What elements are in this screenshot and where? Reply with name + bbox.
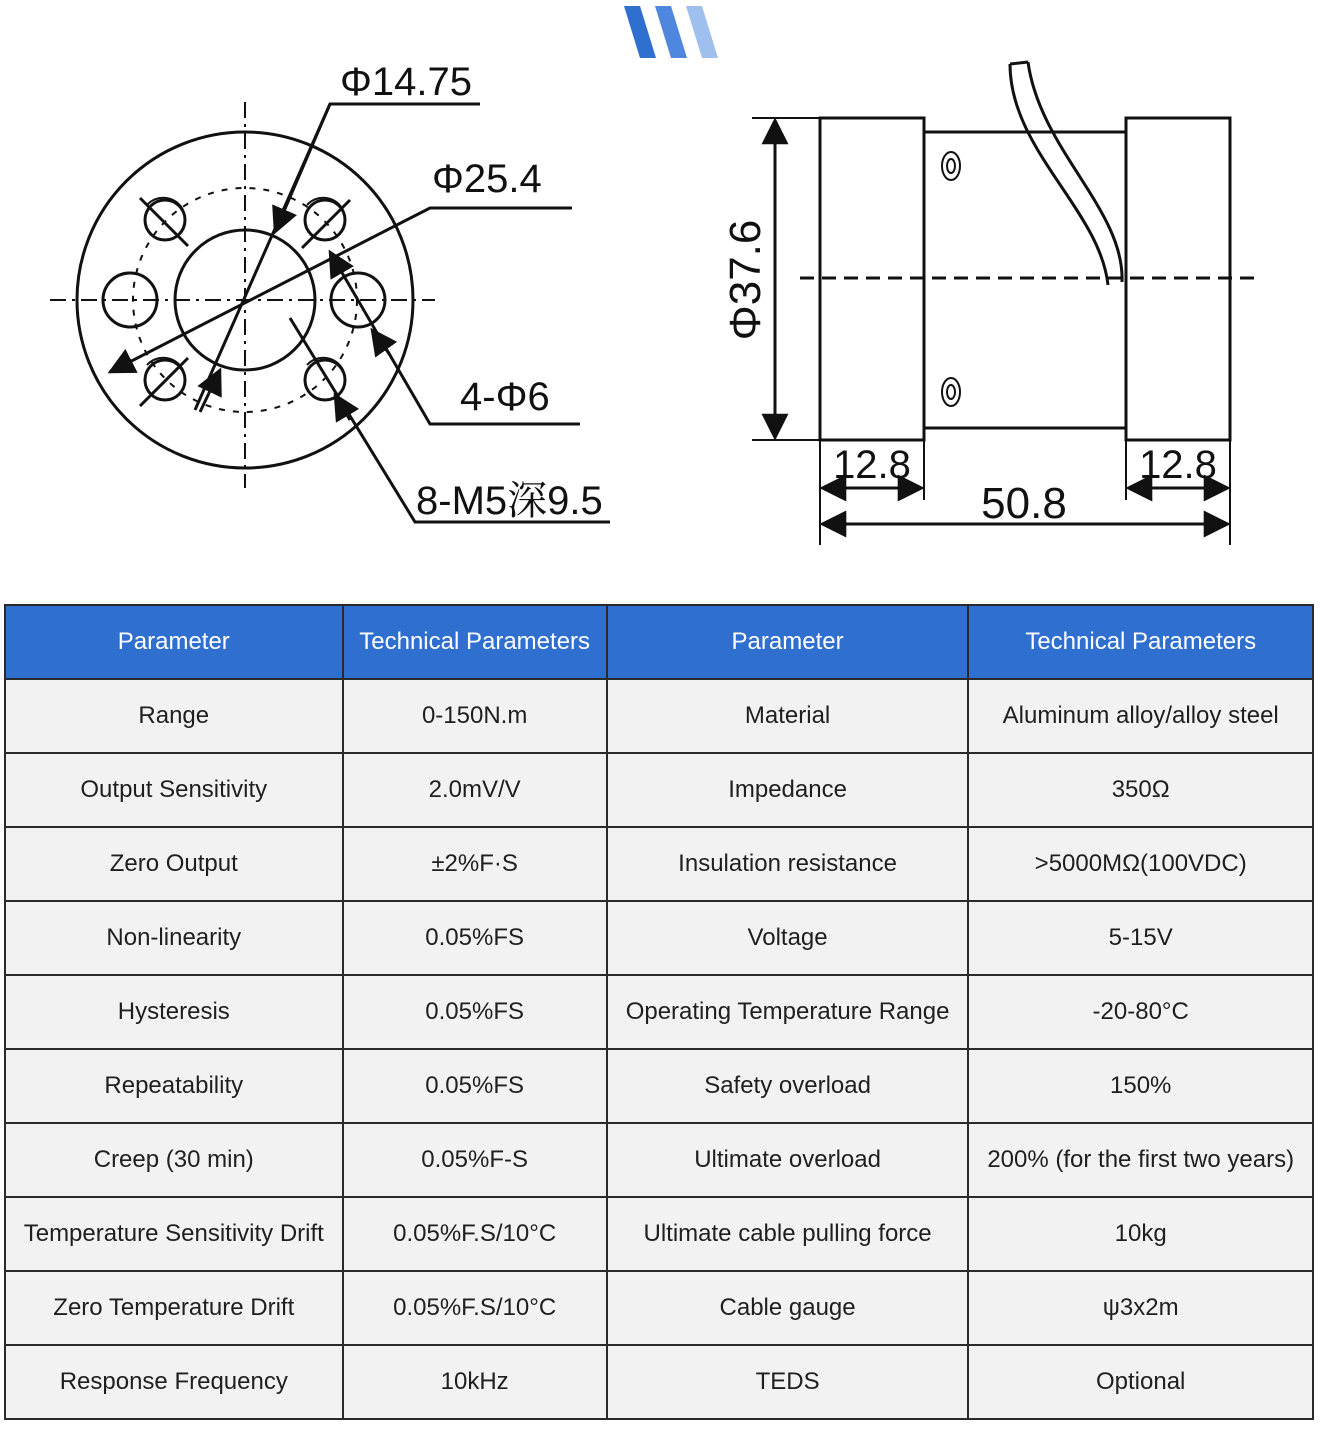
table-row — [5, 1197, 1313, 1271]
table-row — [5, 827, 1313, 901]
table-row — [5, 679, 1313, 753]
param-value: 0.05%FS — [343, 975, 607, 1049]
brand-logo — [624, 6, 718, 58]
table-header-row — [5, 605, 1313, 679]
param-value: ±2%F·S — [343, 827, 607, 901]
outer-diameter-label: Φ37.6 — [721, 219, 770, 341]
param-value: -20-80°C — [968, 975, 1313, 1049]
param-value: 2.0mV/V — [343, 753, 607, 827]
param-value: 0.05%F.S/10°C — [343, 1271, 607, 1345]
right-flange-width-label: 12.8 — [1139, 443, 1217, 487]
param-value: ψ3x2m — [968, 1271, 1313, 1345]
technical-drawing — [0, 0, 1320, 590]
param-name: Material — [607, 679, 969, 753]
param-value: 10kHz — [343, 1345, 607, 1419]
table-row — [5, 1271, 1313, 1345]
param-name: Insulation resistance — [607, 827, 969, 901]
param-value: 0.05%FS — [343, 901, 607, 975]
param-value: 10kg — [968, 1197, 1313, 1271]
param-name: Output Sensitivity — [5, 753, 343, 827]
param-name: Non-linearity — [5, 901, 343, 975]
through-holes-label: 4-Φ6 — [460, 375, 550, 419]
param-value: >5000MΩ(100VDC) — [968, 827, 1313, 901]
table-row — [5, 1049, 1313, 1123]
param-value: 350Ω — [968, 753, 1313, 827]
param-value: 0.05%F.S/10°C — [343, 1197, 607, 1271]
pitch-circle-label: Φ25.4 — [432, 157, 542, 201]
header-technical-parameters-1: Technical Parameters — [343, 605, 607, 679]
param-name: Temperature Sensitivity Drift — [5, 1197, 343, 1271]
param-value: 200% (for the first two years) — [968, 1123, 1313, 1197]
header-technical-parameters-2: Technical Parameters — [968, 605, 1313, 679]
param-name: Voltage — [607, 901, 969, 975]
param-name: Zero Temperature Drift — [5, 1271, 343, 1345]
table-row — [5, 975, 1313, 1049]
param-name: Repeatability — [5, 1049, 343, 1123]
param-name: TEDS — [607, 1345, 969, 1419]
table-row — [5, 1123, 1313, 1197]
header-parameter-1: Parameter — [5, 605, 343, 679]
param-name: Impedance — [607, 753, 969, 827]
param-name: Hysteresis — [5, 975, 343, 1049]
table-row — [5, 753, 1313, 827]
table-row — [5, 901, 1313, 975]
param-name: Response Frequency — [5, 1345, 343, 1419]
header-parameter-2: Parameter — [607, 605, 969, 679]
param-name: Ultimate cable pulling force — [607, 1197, 969, 1271]
param-value: Optional — [968, 1345, 1313, 1419]
param-name: Ultimate overload — [607, 1123, 969, 1197]
param-name: Creep (30 min) — [5, 1123, 343, 1197]
spec-table — [4, 604, 1314, 1420]
param-name: Zero Output — [5, 827, 343, 901]
param-name: Range — [5, 679, 343, 753]
table-row — [5, 1345, 1313, 1419]
param-value: 0.05%F-S — [343, 1123, 607, 1197]
left-flange-width-label: 12.8 — [833, 443, 911, 487]
param-name: Cable gauge — [607, 1271, 969, 1345]
total-length-label: 50.8 — [981, 479, 1067, 528]
param-value: 0.05%FS — [343, 1049, 607, 1123]
bore-diameter-label: Φ14.75 — [340, 60, 473, 104]
param-name: Safety overload — [607, 1049, 969, 1123]
param-value: 150% — [968, 1049, 1313, 1123]
param-name: Operating Temperature Range — [607, 975, 969, 1049]
param-value: 0-150N.m — [343, 679, 607, 753]
param-value: 5-15V — [968, 901, 1313, 975]
param-value: Aluminum alloy/alloy steel — [968, 679, 1313, 753]
threaded-holes-label: 8-M5深9.5 — [416, 479, 603, 523]
